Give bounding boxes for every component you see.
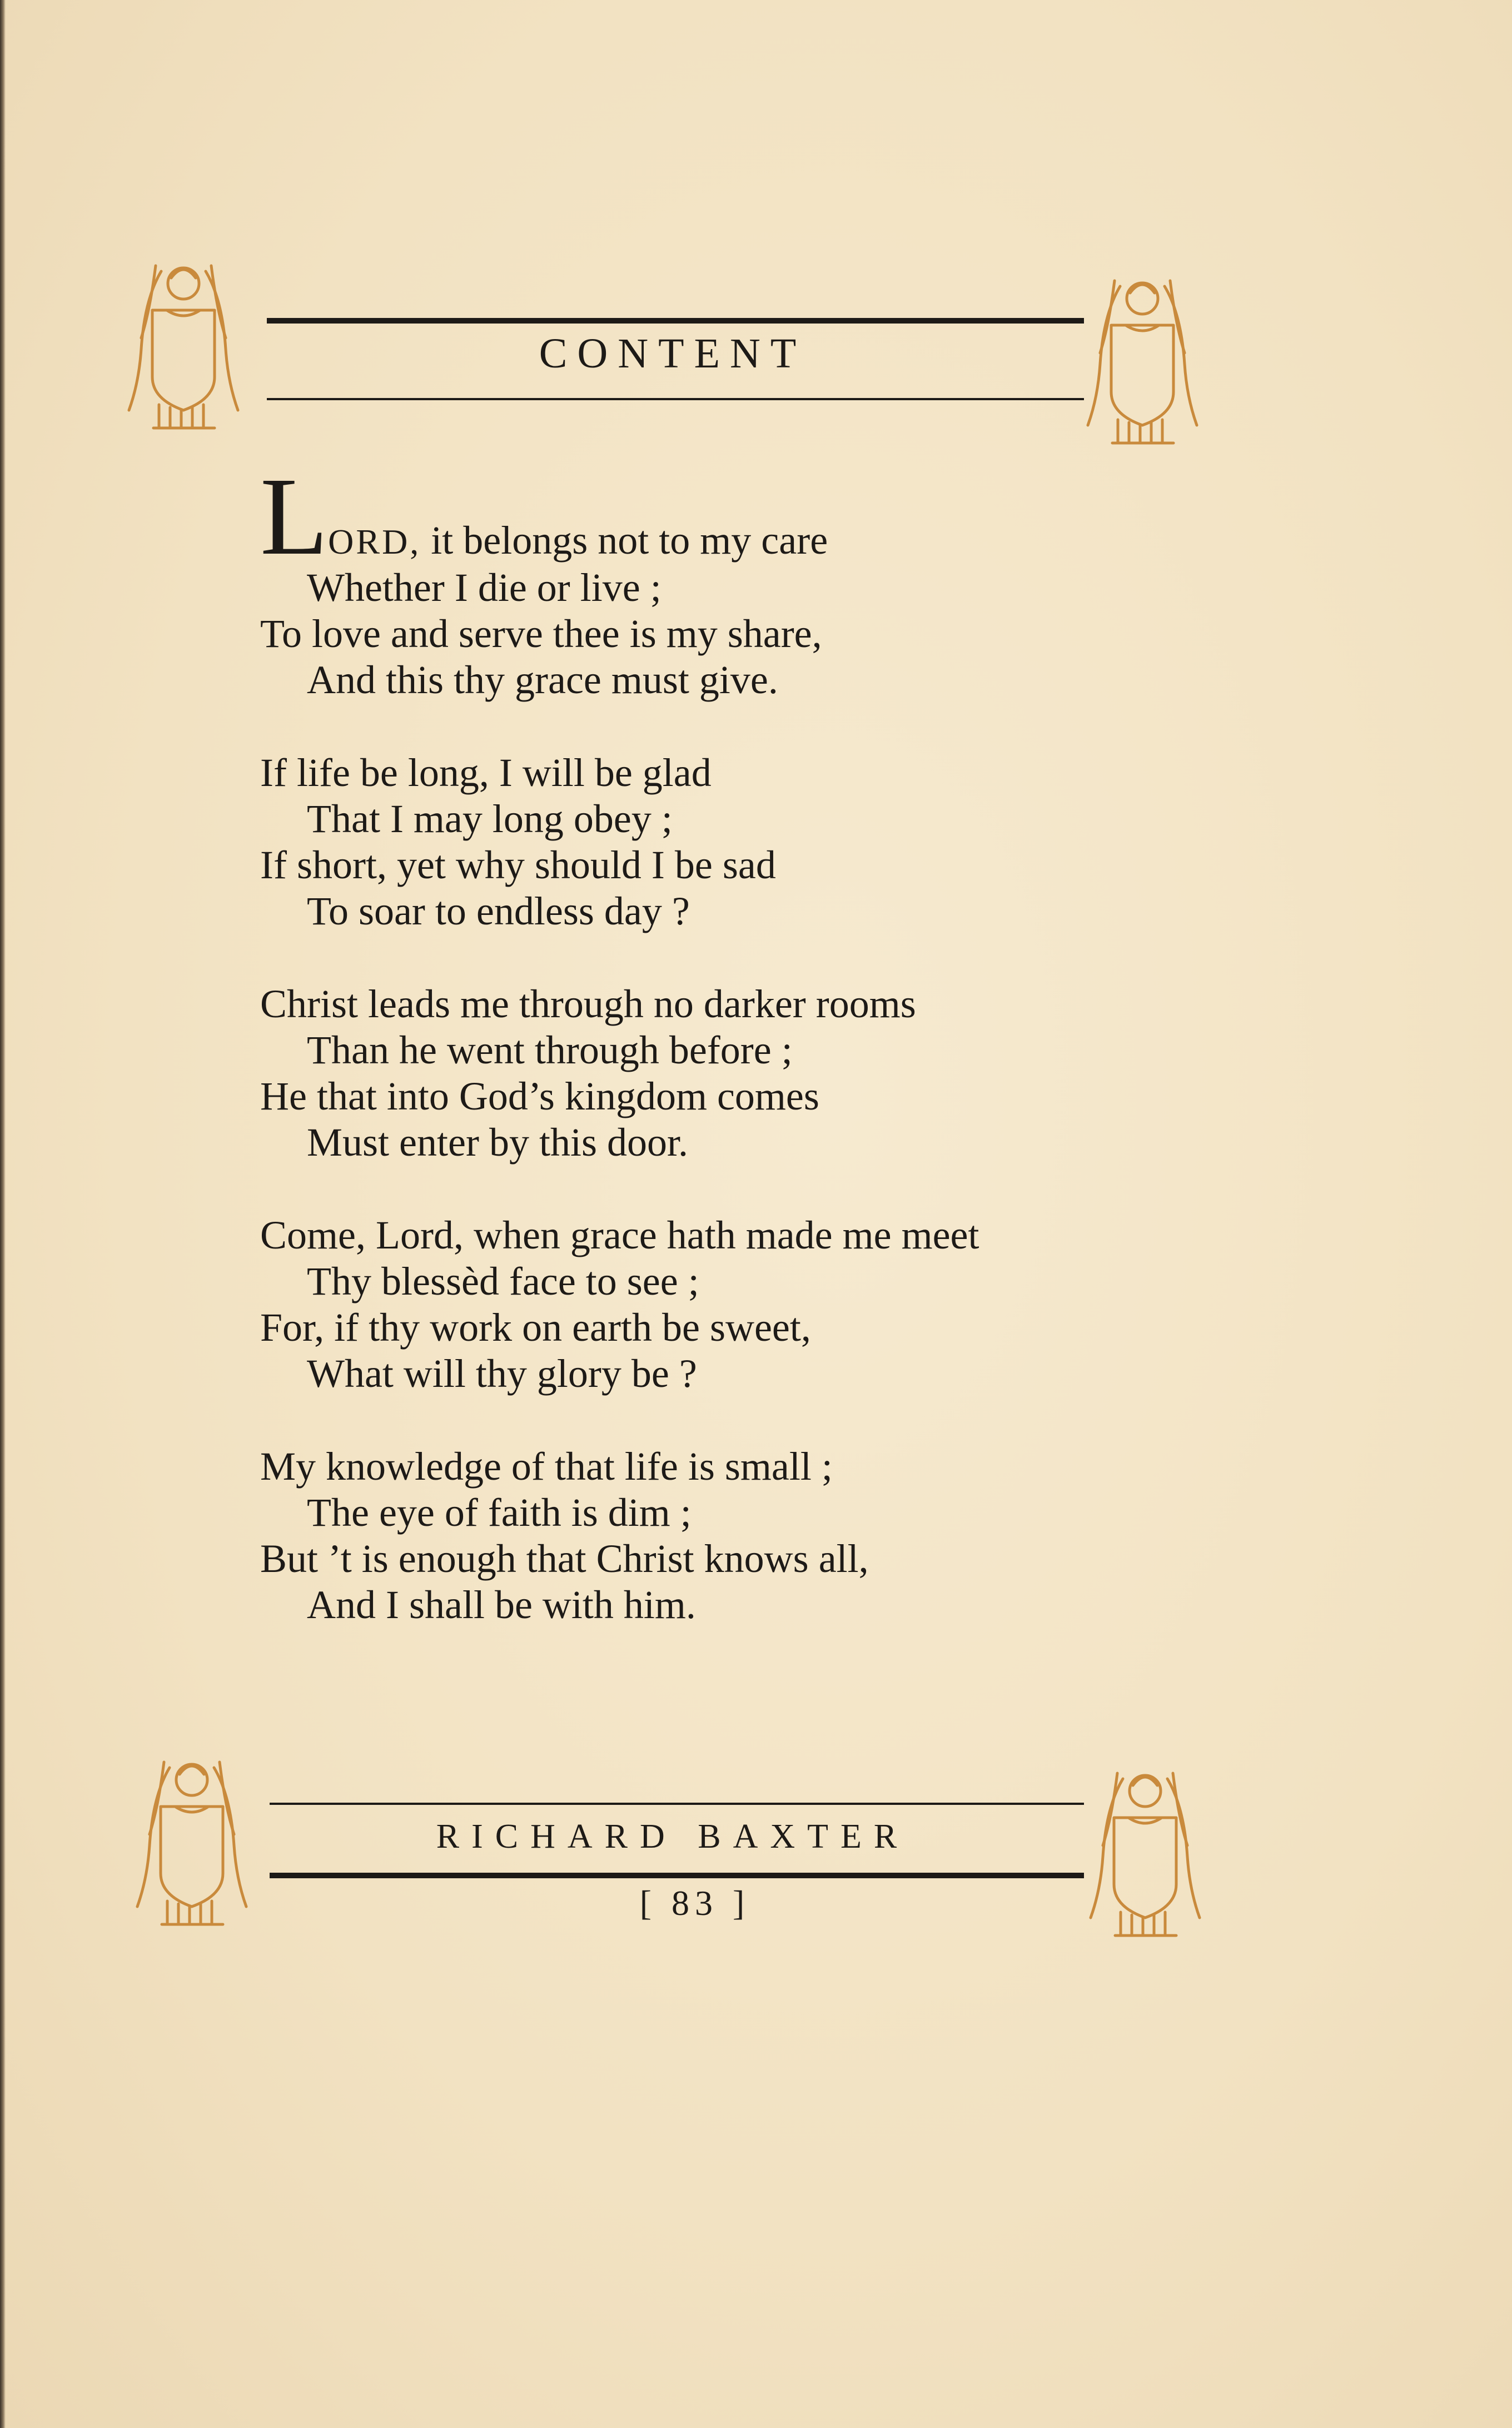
poem-line: He that into God’s kingdom comes [260,1074,819,1118]
poem-line: To love and serve thee is my share, [260,611,822,656]
page-title: CONTENT [539,330,807,377]
poem-line: And this thy grace must give. [307,658,778,702]
stanza [260,1444,1316,1628]
poem-body [260,455,1316,1675]
angel-with-shield-icon [111,249,256,438]
poem-line [260,455,1316,578]
author-name: RICHARD BAXTER [436,1818,909,1855]
stanza [260,455,1316,703]
poem-line: To soar to endless day ? [307,889,690,933]
poem-line: What will thy glory be ? [307,1351,697,1396]
opening-small-caps: ORD, [328,522,421,561]
footer-rule-bottom [270,1873,1084,1878]
poem-line: That I may long obey ; [307,797,673,841]
header-rule-top [267,318,1084,324]
poem-line: My knowledge of that life is small ; [260,1444,833,1489]
poem-line: Christ leads me through no darker rooms [260,982,916,1026]
poem-line: Must enter by this door. [307,1120,688,1165]
poem-line: Whether I die or live ; [307,565,662,610]
footer-rule-top [270,1803,1084,1805]
stanza [260,750,1316,934]
poem-line: Come, Lord, when grace hath made me meet [260,1213,979,1257]
poem-line: Thy blessèd face to see ; [307,1259,699,1303]
poem-line: If life be long, I will be glad [260,750,712,795]
poem-line: But ’t is enough that Christ knows all, [260,1536,869,1581]
header-rule-bottom [267,398,1084,400]
poem-line: For, if thy work on earth be sweet, [260,1305,811,1350]
stanza [260,1212,1316,1397]
angel-with-shield-icon [1070,264,1215,453]
poem-line: Than he went through before ; [307,1028,793,1072]
angel-with-shield-icon [120,1745,264,1934]
stanza [260,981,1316,1166]
poem-line: The eye of faith is dim ; [307,1490,692,1535]
page-number: [ 83 ] [639,1883,750,1923]
opening-line-rest: it belongs not to my care [421,518,828,563]
poem-line: If short, yet why should I be sad [260,843,776,887]
angel-with-shield-icon [1073,1757,1217,1946]
page-binding-edge [0,0,6,2428]
poem-line: And I shall be with him. [307,1583,696,1627]
drop-cap: L [260,455,329,578]
